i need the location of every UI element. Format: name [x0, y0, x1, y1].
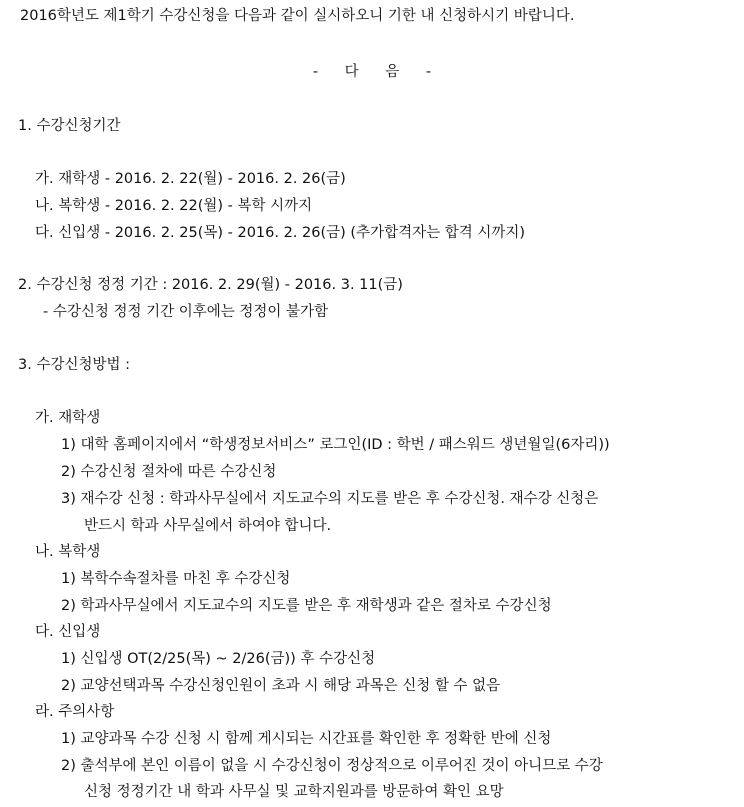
group-label: 가. 재학생: [35, 410, 101, 426]
intro-text: 2016학년도 제1학기 수강신청을 다음과 같이 실시하오니 기한 내 신청하시기 바랍니다.: [20, 8, 575, 24]
list-item: 1) 대학 홈페이지에서 “학생정보서비스” 로그인(ID : 학번 / 패스워드 생년월일(6자리)): [61, 437, 610, 453]
list-item-continuation: 반드시 학과 사무실에서 하여야 합니다.: [84, 518, 332, 534]
section2-note: - 수강신청 정정 기간 이후에는 정정이 불가함: [43, 304, 329, 320]
list-item: 2) 교양선택과목 수강신청인원이 초과 시 해당 과목은 신청 할 수 없음: [61, 678, 501, 694]
section1-title: 1. 수강신청기간: [18, 118, 121, 134]
section1-item: 다. 신입생 - 2016. 2. 25(목) - 2016. 2. 26(금) (추가합격자는 합격 시까지): [35, 225, 526, 241]
list-item: 1) 교양과목 수강 신청 시 함께 게시되는 시간표를 확인한 후 정확한 반에 신청: [61, 731, 552, 747]
section1-item: 가. 재학생 - 2016. 2. 22(월) - 2016. 2. 26(금): [35, 171, 346, 187]
group-label: 라. 주의사항: [35, 704, 115, 720]
list-item: 2) 학과사무실에서 지도교수의 지도를 받은 후 재학생과 같은 절차로 수강신청: [61, 598, 552, 614]
heading-text: - 다 음 -: [312, 64, 432, 80]
section3-title: 3. 수강신청방법 :: [18, 357, 130, 373]
group-label: 다. 신입생: [35, 624, 101, 640]
section2-title: 2. 수강신청 정정 기간 : 2016. 2. 29(월) - 2016. 3. 11(금): [18, 277, 403, 293]
list-item: 2) 출석부에 본인 이름이 없을 시 수강신청이 정상적으로 이루어진 것이 아니므로 수강: [61, 758, 603, 774]
list-item-continuation: 신청 정정기간 내 학과 사무실 및 교학지원과를 방문하여 확인 요망: [84, 784, 504, 800]
list-item: 2) 수강신청 절차에 따른 수강신청: [61, 464, 277, 480]
group-label: 나. 복학생: [35, 544, 101, 560]
list-item: 1) 복학수속절차를 마친 후 수강신청: [61, 571, 291, 587]
section1-item: 나. 복학생 - 2016. 2. 22(월) - 복학 시까지: [35, 198, 313, 214]
list-item: 1) 신입생 OT(2/25(목) ~ 2/26(금)) 후 수강신청: [61, 651, 376, 667]
list-item: 3) 재수강 신청 : 학과사무실에서 지도교수의 지도를 받은 후 수강신청. 재수강 신청은: [61, 491, 599, 507]
